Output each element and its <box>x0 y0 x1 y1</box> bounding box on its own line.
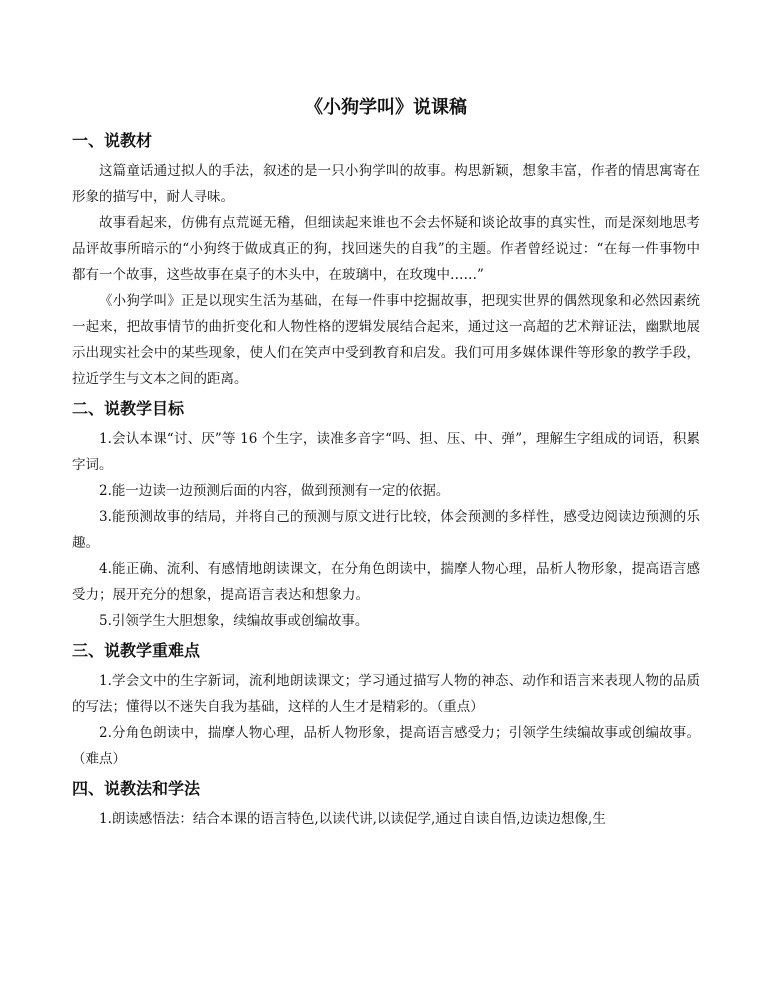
document-page <box>72 96 700 832</box>
paragraph: 《小狗学叫》正是以现实生活为基础，在每一件事中挖掘故事，把现实世界的偶然现象和必然因素统一起来，把故事情节的曲折变化和人物性格的逻辑发展结合起来，通过这一高超的艺术辩证法，幽默地展示出现实社会中的某些现象，使人们在笑声中受到教育和启发。我们可用多媒体课件等形象的教学手段，拉近学生与文本之间的距离。 <box>72 293 700 387</box>
list-item: 3.能预测故事的结局，并将自己的预测与原文进行比较，体会预测的多样性，感受边阅读边预测的乐趣。 <box>72 509 700 551</box>
paragraph: 故事看起来，仿佛有点荒诞无稽，但细读起来谁也不会去怀疑和谈论故事的真实性，而是深刻地思考品评故事所暗示的“小狗终于做成真正的狗，找回迷失的自我”的主题。作者曾经说过：“在每一件事物中都有一个故事，这些故事在桌子的木头中，在玻璃中，在玫瑰中……” <box>72 215 700 283</box>
section-teaching-goals <box>72 398 700 634</box>
document-title: 《小狗学叫》说课稿 <box>305 97 467 118</box>
list-item: 1.朗读感悟法：结合本课的语言特色,以读代讲,以读促学,通过自读自悟,边读边想像,生 <box>99 811 606 827</box>
section-key-points <box>72 640 700 772</box>
section-heading: 四、说教法和学法 <box>72 779 201 798</box>
section-heading: 三、说教学重难点 <box>72 641 201 660</box>
paragraph: 这篇童话通过拟人的手法，叙述的是一只小狗学叫的故事。构思新颖，想象丰富，作者的情思寓寄在形象的描写中，耐人寻味。 <box>72 163 700 205</box>
section-methods <box>72 778 700 832</box>
list-item: 5.引领学生大胆想象，续编故事或创编故事。 <box>99 613 369 629</box>
list-item: 2.能一边读一边预测后面的内容，做到预测有一定的依据。 <box>99 483 450 499</box>
list-item: 1.会认本课“讨、厌”等 16 个生字，读准多音字“吗、担、压、中、弹”，理解生字组成的词语，积累字词。 <box>72 431 700 473</box>
list-item: 1.学会文中的生字新词，流利地朗读课文；学习通过描写人物的神态、动作和语言来表现人物的品质的写法；懂得以不迷失自我为基础，这样的人生才是精彩的。（重点） <box>72 673 700 715</box>
section-textbook <box>72 130 700 392</box>
section-heading: 一、说教材 <box>72 131 153 150</box>
section-heading: 二、说教学目标 <box>72 399 185 418</box>
list-item: 4.能正确、流利、有感情地朗读课文，在分角色朗读中，揣摩人物心理，品析人物形象，提高语言感受力；展开充分的想象，提高语言表达和想象力。 <box>72 561 700 603</box>
list-item: 2.分角色朗读中，揣摩人物心理，品析人物形象，提高语言感受力；引领学生续编故事或创编故事。（难点） <box>72 725 700 767</box>
